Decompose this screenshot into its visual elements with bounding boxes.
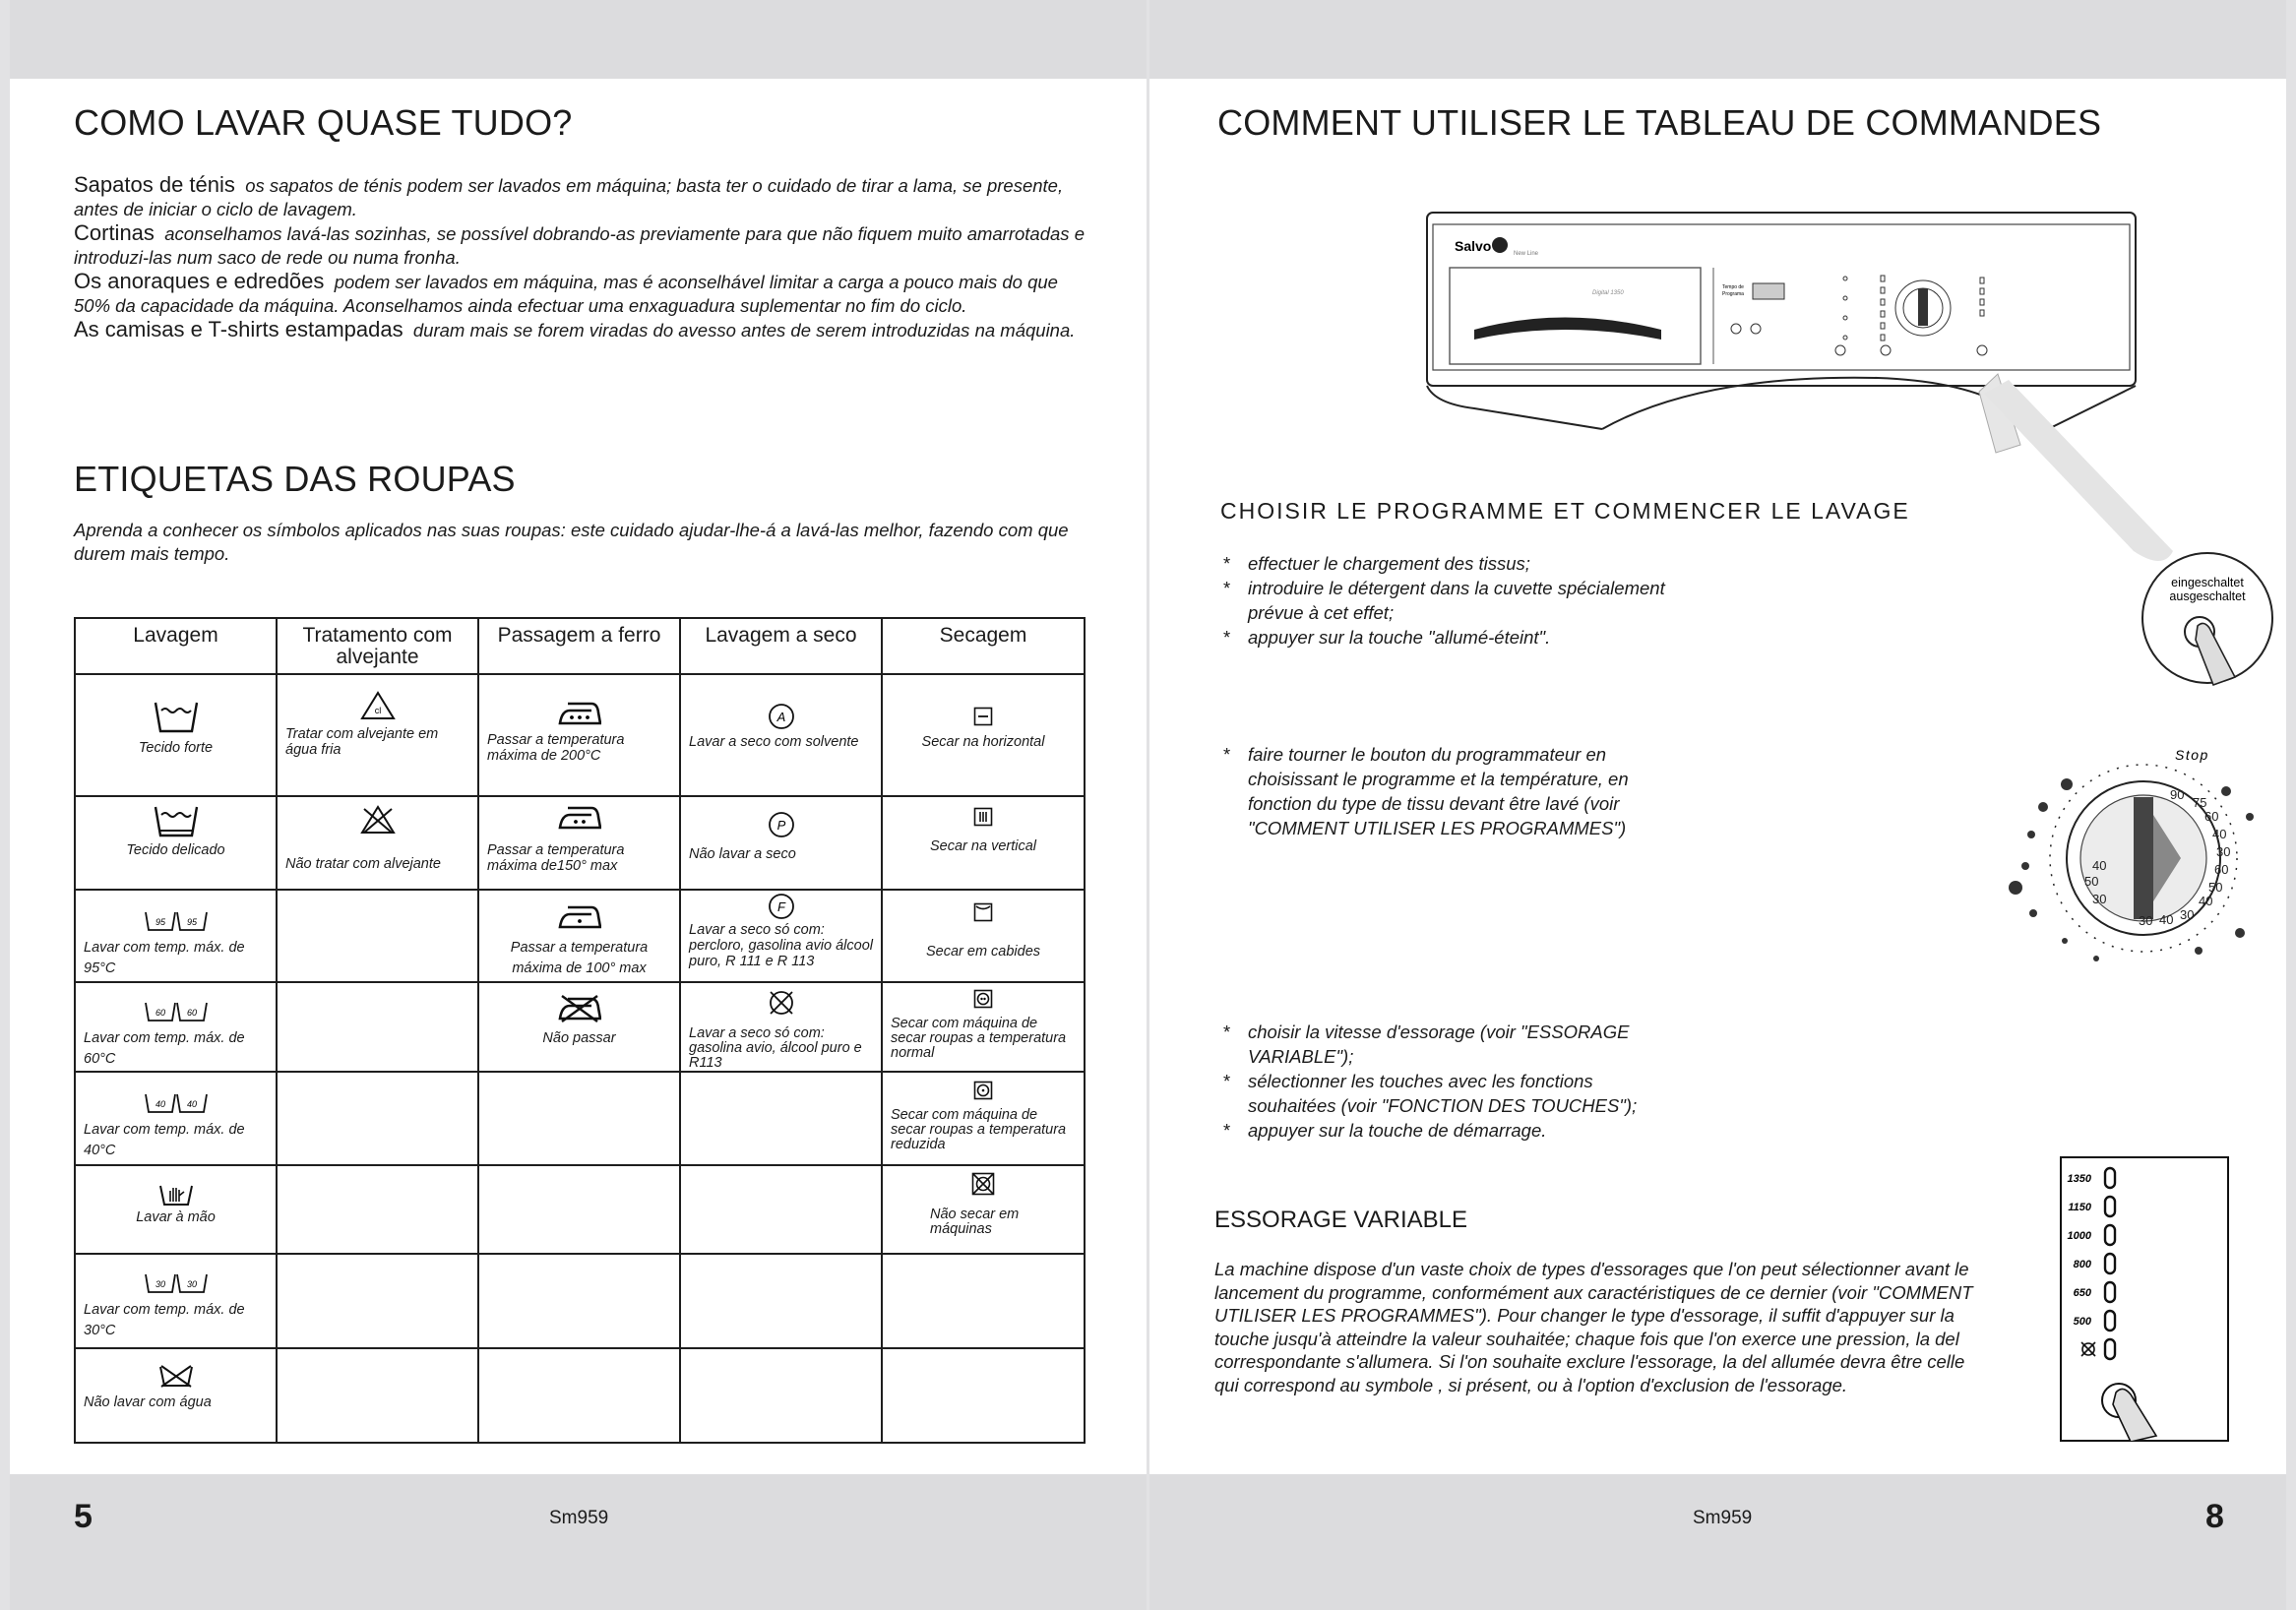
svg-text:F: F xyxy=(776,899,785,914)
tip-anoraks: Os anoraques e edredões podem ser lavados em máquina, mas é aconselhável limitar a carga a pouco mais do que 50% da capacidade da máquina. Aconselhamos ainda efectuar uma enxaguadura suplementar no fim do ciclo. xyxy=(74,269,1058,316)
bottom-band xyxy=(1149,1474,2286,1610)
care-label-table xyxy=(74,617,1086,1444)
table-row: Não lavar com água xyxy=(75,1348,1085,1443)
spin-selector xyxy=(2060,1156,2229,1442)
controls-title: COMMENT UTILISER LE TABLEAU DE COMMANDES xyxy=(1217,102,2102,143)
page-number: 5 xyxy=(74,1498,93,1535)
section-start-title: CHOISIR LE PROGRAMME ET COMMENCER LE LAVAGE xyxy=(1220,498,1910,524)
svg-text:Stop: Stop xyxy=(2175,747,2209,763)
svg-text:A: A xyxy=(776,710,785,724)
svg-text:90: 90 xyxy=(2170,787,2185,802)
svg-text:800: 800 xyxy=(2073,1259,2091,1270)
svg-text:40: 40 xyxy=(2092,858,2107,873)
start-steps: * effectuer le chargement des tissus; * introduire le détergent dans la cuvette spécialement prévue à cet effet; * appuyer sur la touche "allumé-éteint". xyxy=(1223,551,1696,650)
table-row: 40 40 Lavar com temp. máx. de 40°C Secar com máquina de secar roupas a temperatura reduzida xyxy=(75,1072,1085,1165)
tip-shirts: As camisas e T-shirts estampadas duram mais se forem viradas do avesso antes de serem introduzidas na máquina. xyxy=(74,317,1076,341)
spin-description: La machine dispose d'un vaste choix de types d'essorages que l'on peut sélectionner avant le lancement du programme, conformément aux caractéristiques de ce dernier (voir "COMMENT UTILISER LES PROGRAMMES"). Pour changer le type d'essorage, il suffit d'appuyer sur la touche jusqu'à atteindre la valeur souhaitée; chaque fois que l'on exerce une pression, la del correspondante s'allumera. Si l'on souhaite exclure l'essorage, la del allumée devra être celle qui correspond au symbole , si présent, ou à l'option d'exclusion de l'essorage. xyxy=(1214,1259,1973,1395)
header-iron: Passagem a ferro xyxy=(478,618,680,674)
dryclean-f-icon xyxy=(768,893,795,920)
labels-intro: Aprenda a conhecer os símbolos aplicados nas suas roupas: este cuidado ajudar-lhe-á a lavá-las melhor, fazendo com que durem mais tempo. xyxy=(74,520,1069,564)
svg-text:30: 30 xyxy=(2180,907,2195,922)
svg-text:60: 60 xyxy=(155,1008,165,1018)
svg-text:40: 40 xyxy=(2159,912,2174,927)
header-bleach: Tratamento com alvejante xyxy=(277,618,478,674)
svg-text:30: 30 xyxy=(2092,892,2107,906)
no-tumble-dry-icon xyxy=(971,1172,995,1196)
table-row: Tecido delicado Não tratar com alvejante Passar a temperatura máxima de150° max P Não lavar a seco Secar na vertical xyxy=(75,796,1085,890)
wash-95-icon xyxy=(144,910,209,932)
page-number: 8 xyxy=(2205,1498,2224,1535)
svg-text:500: 500 xyxy=(2073,1316,2091,1328)
svg-text:Tempo de: Tempo de xyxy=(1722,284,1744,290)
svg-text:cl: cl xyxy=(374,706,381,715)
no-bleach-icon xyxy=(360,805,396,835)
iron-two-dots-icon xyxy=(558,805,601,831)
svg-text:40: 40 xyxy=(2212,827,2227,841)
svg-text:30: 30 xyxy=(2139,913,2153,928)
svg-text:75: 75 xyxy=(2193,795,2207,810)
labels-title: ETIQUETAS DAS ROUPAS xyxy=(74,459,516,499)
tumble-dry-low-icon xyxy=(973,1081,993,1100)
tip-shoes: Sapatos de ténis os sapatos de ténis podem ser lavados em máquina; basta ter o cuidado de tirar a lama, se presente, antes de iniciar o ciclo de lavagem. xyxy=(74,172,1064,219)
svg-text:eingeschaltet: eingeschaltet xyxy=(2171,576,2244,589)
final-steps: * choisir la vitesse d'essorage (voir "ESSORAGE VARIABLE"); * sélectionner les touches avec les fonctions souhaitées (voir "FONCTION DES TOUCHES"); * appuyer sur la touche de démarrage. xyxy=(1223,1020,1686,1143)
header-wash: Lavagem xyxy=(75,618,277,674)
bottom-band xyxy=(10,1474,1147,1610)
table-row: 95 95 Lavar com temp. máx. de 95°C Passar a temperatura máxima de 100° max F Lavar a seco só com: percloro, gasolina avio álcool puro, R 111 e R 113 Secar em cabides xyxy=(75,890,1085,982)
section-spin-title: ESSORAGE VARIABLE xyxy=(1214,1207,1467,1233)
bleach-triangle-icon xyxy=(360,691,396,720)
svg-text:60: 60 xyxy=(186,1008,197,1018)
left-page xyxy=(10,0,1147,1610)
table-header-row xyxy=(75,618,1085,674)
iron-three-dots-icon xyxy=(558,701,601,726)
tumble-dry-normal-icon xyxy=(973,989,993,1009)
dryclean-a-icon xyxy=(768,703,795,730)
table-row: Tecido forte cl Tratar com alvejante em água fria Passar a temperatura máxima de 200°C A Lavar a seco com solvente Secar na horizontal xyxy=(75,674,1085,796)
svg-text:30: 30 xyxy=(186,1279,197,1289)
svg-text:95: 95 xyxy=(186,917,197,927)
no-dryclean-icon xyxy=(768,989,795,1017)
program-dial xyxy=(1996,740,2271,966)
onoff-button-callout xyxy=(2141,551,2278,689)
model-code: Sm959 xyxy=(1693,1508,1753,1528)
tip-curtains: Cortinas aconselhamos lavá-las sozinhas, se possível dobrando-as previamente para que não fiquem muito amarrotadas e introduzi-las num saco de rede ou numa fronha. xyxy=(74,220,1085,268)
table-row: 60 60 Lavar com temp. máx. de 60°C Não passar Lavar a seco só com: gasolina avio, álcool puro e R113 Secar com máquina de secar roupas a temperatura normal xyxy=(75,982,1085,1072)
table-row: 30 30 Lavar com temp. máx. de 30°C xyxy=(75,1254,1085,1348)
no-wash-icon xyxy=(158,1363,194,1389)
svg-text:650: 650 xyxy=(2073,1287,2091,1299)
svg-text:30: 30 xyxy=(2216,844,2231,859)
program-step: * faire tourner le bouton du programmateur en choisissant le programme et la température, en fonction du type de tissu devant être lavé (voir "COMMENT UTILISER LES PROGRAMMES") xyxy=(1223,742,1696,840)
svg-text:40: 40 xyxy=(2199,894,2213,908)
svg-text:60: 60 xyxy=(2204,809,2219,824)
dry-flat-icon xyxy=(973,707,993,726)
svg-text:40: 40 xyxy=(155,1099,165,1109)
svg-text:40: 40 xyxy=(186,1099,197,1109)
header-dry: Secagem xyxy=(882,618,1085,674)
wash-60-icon xyxy=(144,1001,209,1022)
svg-text:Salvo: Salvo xyxy=(1455,238,1492,254)
svg-text:50: 50 xyxy=(2208,880,2223,895)
iron-one-dot-icon xyxy=(558,904,601,930)
wash-tub-icon xyxy=(154,701,199,734)
top-band xyxy=(10,0,1147,79)
svg-text:Programa: Programa xyxy=(1722,291,1744,297)
dry-hanger-icon xyxy=(973,902,993,922)
svg-text:60: 60 xyxy=(2214,862,2229,877)
wash-30-icon xyxy=(144,1272,209,1294)
dry-vertical-icon xyxy=(973,807,993,827)
svg-text:50: 50 xyxy=(2084,874,2099,889)
svg-text:30: 30 xyxy=(155,1279,165,1289)
wash-40-icon xyxy=(144,1092,209,1114)
svg-text:1150: 1150 xyxy=(2068,1202,2091,1213)
no-iron-icon xyxy=(558,995,601,1022)
svg-text:ausgeschaltet: ausgeschaltet xyxy=(2169,589,2246,603)
header-dryclean: Lavagem a seco xyxy=(680,618,882,674)
model-code: Sm959 xyxy=(549,1508,609,1528)
dryclean-p-icon xyxy=(768,811,795,838)
svg-text:1350: 1350 xyxy=(2067,1173,2091,1185)
svg-text:New Line: New Line xyxy=(1514,251,1539,257)
svg-text:1000: 1000 xyxy=(2067,1230,2091,1242)
wash-delicate-icon xyxy=(154,805,199,838)
svg-text:Digital 1350: Digital 1350 xyxy=(1592,290,1624,296)
hand-wash-icon xyxy=(158,1182,194,1208)
table-row: Lavar à mão Não secar em máquinas xyxy=(75,1165,1085,1254)
right-page xyxy=(1149,0,2286,1610)
svg-text:95: 95 xyxy=(155,917,165,927)
wash-title: COMO LAVAR QUASE TUDO? xyxy=(74,102,573,143)
svg-text:P: P xyxy=(776,818,785,833)
wash-tips xyxy=(74,173,1097,342)
